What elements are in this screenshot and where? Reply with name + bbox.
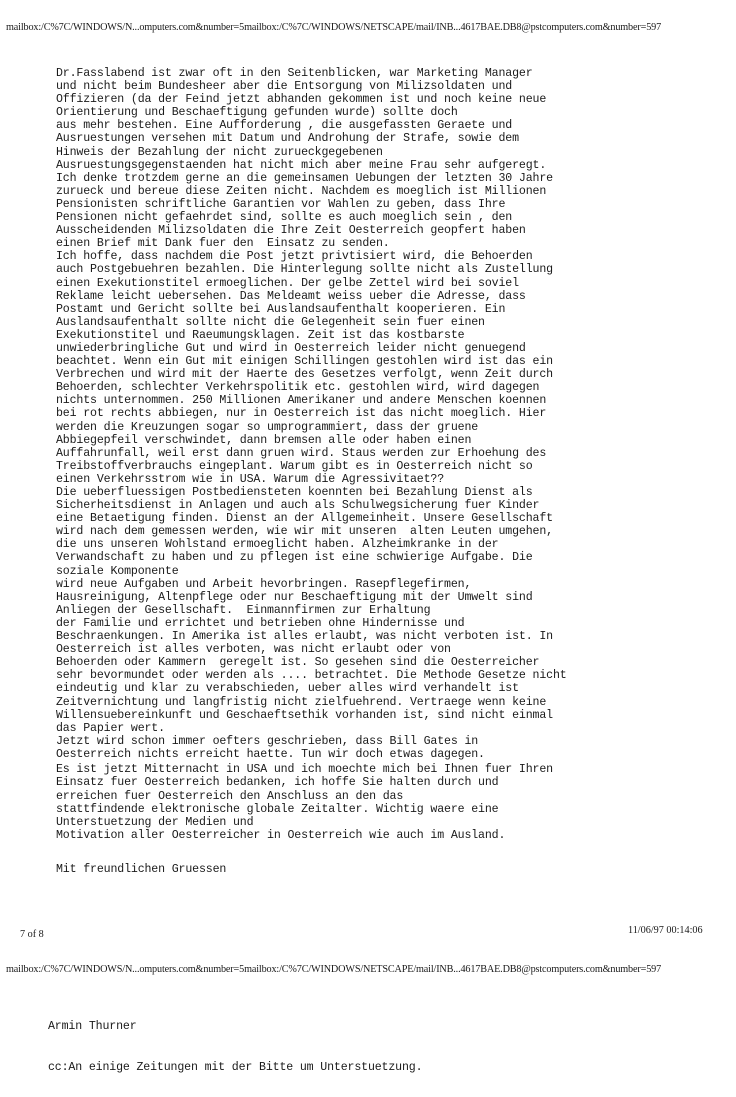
email-body-text: Dr.Fasslabend ist zwar oft in den Seitenblicken, war Marketing Manager und nicht beim Bundesheer aber die Entsorgung von Milizsoldaten und Offizieren (da der Feind jetzt abhanden gekommen ist und noch keine neue Orientierung und Beschaeftigung gefunden wurde) sollte doch aus mehr bestehen. Eine Aufforderung , die ausgefassten Geraete und Ausruestungen versehen mit Datum und Androhung der Strafe, sowie dem Hinweis der Bezahlung der nicht zurueckgegebenen Ausruestungsgegenstaenden hat nicht mich aber meine Frau sehr aufgeregt. Ich denke trotzdem gerne an die gemeinsamen Uebungen der letzten 30 Jahre zurueck und bereue diese Zeiten nicht. Nachdem es moeglich ist Millionen Pensionisten schriftliche Garantien vor Wahlen zu geben, dass Ihre Pensionen nicht gefaehrdet sind, sollte es auch moeglich sein , den Ausscheidenden Milizsoldaten die Ihre Zeit Oesterreich geopfert haben einen Brief mit Dank fuer den Einsatz zu senden. Ich hoffe, dass nachdem die Post jetzt privtisiert wird, die Behoerden auch Postgebuehren bezahlen. Die Hinterlegung sollte nicht als Zustellung einen Exekutionstitel ermoeglichen. Der gelbe Zettel wird bei soviel Reklame leicht uebersehen. Das Meldeamt weiss ueber die Adresse, dass Postamt und Gericht sollte bei Auslandsaufenthalt kooperieren. Ein Auslandsaufenthalt sollte nicht die Gelegenheit sein fuer einen Exekutionstitel und Raeumungsklagen. Zeit ist das kostbarste unwiederbringliche Gut und wird in Oesterreich leider nicht genuegend beachtet. Wenn ein Gut mit einigen Schillingen gestohlen wird ist das ein Verbrechen und wird mit der Haerte des Gesetzes verfolgt, wenn Zeit durch Behoerden, schlechter Verkehrspolitik etc. gestohlen wird, wird dagegen nichts unternommen. 250 Millionen Amerikaner und andere Menschen koennen bei rot rechts abbiegen, nur in Oesterreich ist das nicht moeglich. Hier werden die Kreuzungen sogar so umprogrammiert, dass der gruene Abbiegepfeil verschwindet, dann bremsen alle oder haben einen Auffahrunfall, weil erst dann gruen wird. Staus werden zur Erhoehung des Treibstoffverbrauchs eingeplant. Warum gibt es in Oesterreich nicht so einen Verkehrsstrom wie in USA. Warum die Agressivitaet?? Die ueberfluessigen Postbediensteten koennten bei Bezahlung Dienst als Sicherheitsdienst in Anlagen und auch als Schulwegsicherung fuer Kinder eine Betaetigung finden. Dienst an der Allgemeinheit. Unsere Gesellschaft wird nach dem gemessen werden, wie wir mit unseren alten Leuten umgehen, die uns unseren Wohlstand ermoeglicht haben. Alzheimkranke in der Verwandschaft zu haben und zu pflegen ist eine schwierige Aufgabe. Die soziale Komponente wird neue Aufgaben und Arbeit hevorbringen. Rasepflegefirmen, Hausreinigung, Altenpflege oder nur Beschaeftigung mit der Umwelt sind Anliegen der Gesellschaft. Einmannfirmen zur Erhaltung der Familie und errichtet und betrieben ohne Hindernisse und Beschraenkungen. In Amerika ist alles erlaubt, was nicht verboten ist. In Oesterreich ist alles verboten, was nicht erlaubt oder von Behoerden oder Kammern geregelt ist. So gesehen sind die Oesterreicher sehr bevormundet oder werden als .... betrachtet. Die Methode Gesetze nicht eindeutig und klar zu verabschieden, ueber alles wird verhandelt ist Zeitvernichtung und langfristig nicht zielfuehrend. Vertraege wenn keine Willensuebereinkunft und Geschaeftsethik vorhanden ist, sind nicht einmal das Papier wert. Jetzt wird schon immer oefters geschrieben, dass Bill Gates in Oesterreich nichts erreicht haette. Tun wir doch etwas dagegen. — [56, 67, 567, 761]
page-number: 7 of 8 — [20, 929, 44, 940]
print-header-url: mailbox:/C%7C/WINDOWS/N...omputers.com&number=5mailbox:/C%7C/WINDOWS/NETSCAPE/mail/INB...4617BAE.DB8@pstcomputers.com&number=597 — [6, 22, 662, 33]
closing-paragraph: Es ist jetzt Mitternacht in USA und ich moechte mich bei Ihnen fuer Ihren Einsatz fuer Oesterreich bedanken, ich hoffe Sie halten durch und erreichen fuer Oesterreich den Anschluss an den das stattfindende elektronische globale Zeitalter. Wichtig waere eine Unterstuetzung der Medien und Motivation aller Oesterreicher in Oesterreich wie auch im Ausland. — [56, 763, 553, 843]
cc-line: cc:An einige Zeitungen mit der Bitte um Unterstuetzung. — [48, 1061, 423, 1074]
signature-name: Armin Thurner — [48, 1020, 137, 1033]
print-timestamp: 11/06/97 00:14:06 — [628, 925, 703, 936]
greeting-line: Mit freundlichen Gruessen — [56, 863, 227, 876]
print-header-url-page2: mailbox:/C%7C/WINDOWS/N...omputers.com&number=5mailbox:/C%7C/WINDOWS/NETSCAPE/mail/INB...4617BAE.DB8@pstcomputers.com&number=597 — [6, 964, 662, 975]
